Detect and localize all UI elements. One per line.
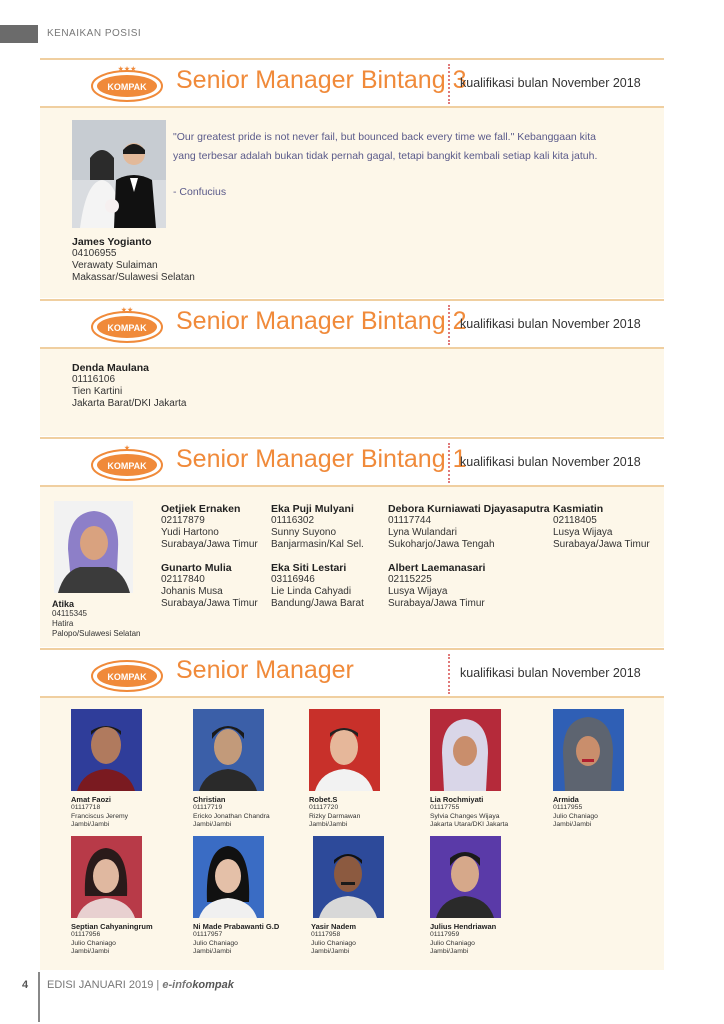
member-id: 01117718 [71, 804, 101, 811]
band-subtitle: kualifikasi bulan November 2018 [460, 455, 641, 469]
portrait-hijab-icon [553, 709, 624, 791]
sm-member-card [71, 922, 181, 957]
svg-text:KOMPAK: KOMPAK [107, 323, 147, 333]
sm3-info [72, 236, 195, 284]
member-name: Denda Maulana [72, 362, 150, 374]
band-rule-top [40, 299, 664, 301]
photo-james-yogianto [72, 120, 166, 228]
member-sponsor: Yudi Hartono [161, 527, 219, 538]
member-city: Jambi/Jambi [311, 948, 350, 955]
member-name: Debora Kurniawati Djayasaputra [388, 503, 550, 515]
photo-amat-faozi [71, 709, 142, 791]
member-city: Palopo/Sulawesi Selatan [52, 629, 141, 638]
member-id: 01117959 [430, 931, 460, 938]
member-sponsor: Ericko Jonathan Chandra [193, 812, 270, 820]
member-sponsor: Tien Kartini [72, 386, 123, 397]
member-sponsor: Lyna Wulandari [388, 527, 457, 538]
band-separator [448, 305, 450, 345]
band-title: Senior Manager Bintang 3 [176, 66, 467, 94]
member-id: 04115345 [52, 609, 87, 618]
sm-member-card [430, 922, 540, 957]
photo-robet-s [309, 709, 380, 791]
edition-text: EDISI JANUARI 2019 | [47, 979, 160, 991]
page-number: 4 [22, 979, 29, 991]
member-sponsor: Lie Linda Cahyadi [271, 586, 352, 597]
member-name: Robet.S [309, 795, 338, 804]
band-bintang-2 [40, 299, 664, 349]
member-name: Eka Siti Lestari [271, 562, 347, 574]
photo-julius-hendriawan [430, 836, 501, 918]
member-sponsor: Julio Chaniago [193, 939, 238, 947]
band-bintang-3 [40, 58, 664, 108]
section-label: KENAIKAN POSISI [47, 28, 142, 39]
member-city: Jambi/Jambi [309, 821, 348, 828]
sm-member-card [309, 795, 419, 830]
member-id: 03116946 [271, 574, 315, 585]
sm-member-card [430, 795, 540, 830]
member-city: Banjarmasin/Kal Sel. [271, 539, 364, 550]
member-id: 02118405 [553, 515, 597, 526]
sm1-member [553, 503, 650, 551]
band-subtitle: kualifikasi bulan November 2018 [460, 666, 641, 680]
header-bar [0, 25, 38, 43]
member-sponsor: Julio Chaniago [71, 939, 116, 947]
member-name: Christian [193, 795, 226, 804]
sm-member-card [553, 795, 663, 830]
kompak-logo-icon [90, 654, 164, 692]
quote-text: "Our greatest pride is not never fail, but bounced back every time we fall." Kebanggaan kita yang terbesar adalah bukan tidak pernah gagal, tetapi bangkit kembali setiap kali kita jatuh. [173, 131, 598, 162]
brand-prefix: e-info [162, 979, 193, 991]
member-id: 01117719 [193, 804, 223, 811]
svg-text:★: ★ [123, 444, 131, 452]
member-name: Lia Rochmiyati [430, 795, 484, 804]
band-title: Senior Manager Bintang 2 [176, 307, 467, 335]
member-id: 01117957 [193, 931, 223, 938]
band-separator [448, 443, 450, 483]
sm1-member [388, 503, 550, 551]
member-city: Jambi/Jambi [430, 948, 469, 955]
member-city: Makassar/Sulawesi Selatan [72, 272, 195, 283]
member-id: 02115225 [388, 574, 432, 585]
svg-text:★★★: ★★★ [117, 65, 137, 73]
member-city: Surabaya/Jawa Timur [161, 598, 258, 609]
band-senior-manager [40, 648, 664, 698]
member-id: 01117956 [71, 931, 101, 938]
band-subtitle: kualifikasi bulan November 2018 [460, 76, 641, 90]
member-sponsor: Sylvia Changes Wijaya [430, 812, 500, 820]
member-sponsor: Verawaty Sulaiman [72, 260, 158, 271]
photo-christian [193, 709, 264, 791]
sm1-featured-info [52, 599, 141, 639]
member-city: Surabaya/Jawa Timur [388, 598, 485, 609]
footer-edition [47, 979, 234, 991]
sm1-member [271, 562, 364, 610]
member-sponsor: Julio Chaniago [553, 812, 598, 820]
member-id: 01116106 [72, 374, 116, 385]
band-title: Senior Manager [176, 656, 354, 684]
sm-member-card [193, 795, 303, 830]
svg-text:KOMPAK: KOMPAK [107, 672, 147, 682]
member-id: 02117879 [161, 515, 205, 526]
member-city: Jambi/Jambi [71, 948, 110, 955]
member-name: Armida [553, 795, 579, 804]
member-name: Atika [52, 599, 75, 609]
member-id: 01117955 [553, 804, 583, 811]
sm1-member [161, 562, 258, 610]
member-sponsor: Lusya Wijaya [553, 527, 613, 538]
photo-ni-made-prabawanti [193, 836, 264, 918]
footer-divider [38, 972, 40, 1022]
kompak-logo-icon [90, 305, 164, 343]
member-city: Bandung/Jawa Barat [271, 598, 364, 609]
member-sponsor: Sunny Suyono [271, 527, 337, 538]
band-rule-top [40, 648, 664, 650]
kompak-logo-icon [90, 443, 164, 481]
photo-atika [54, 501, 133, 593]
member-sponsor: Johanis Musa [161, 586, 223, 597]
member-sponsor: Hatira [52, 619, 74, 628]
member-city: Sukoharjo/Jawa Tengah [388, 539, 495, 550]
photo-yasir-nadem [313, 836, 384, 918]
member-sponsor: Rizky Darmawan [309, 812, 361, 820]
kompak-logo-icon [90, 64, 164, 102]
svg-text:KOMPAK: KOMPAK [107, 461, 147, 471]
member-name: Oetjiek Ernaken [161, 503, 241, 515]
member-city: Surabaya/Jawa Timur [553, 539, 650, 550]
band-title: Senior Manager Bintang 1 [176, 445, 467, 473]
member-city: Jambi/Jambi [193, 821, 232, 828]
member-city: Surabaya/Jawa Timur [161, 539, 258, 550]
couple-photo-icon [72, 120, 166, 228]
band-separator [448, 654, 450, 694]
band-bintang-1 [40, 437, 664, 487]
portrait-icon [71, 709, 142, 791]
svg-text:KOMPAK: KOMPAK [107, 82, 147, 92]
sm-member-card [193, 922, 303, 957]
portrait-hijab-icon [54, 501, 133, 593]
band-rule-top [40, 437, 664, 439]
member-sponsor: Franciscus Jeremy [71, 812, 129, 820]
sm-member-card [71, 795, 181, 830]
member-name: Septian Cahyaningrum [71, 922, 153, 931]
brand-name: kompak [192, 979, 234, 991]
portrait-icon [193, 709, 264, 791]
member-name: Kasmiatin [553, 503, 604, 515]
member-id: 02117840 [161, 574, 205, 585]
portrait-hijab-icon [430, 709, 501, 791]
portrait-icon [313, 836, 384, 918]
member-id: 01117755 [430, 804, 460, 811]
quote-author: - Confucius [173, 186, 227, 198]
member-name: Eka Puji Mulyani [271, 503, 354, 515]
sm1-member [271, 503, 364, 551]
member-name: Julius Hendriawan [430, 922, 497, 931]
band-rule-top [40, 58, 664, 60]
member-id: 01116302 [271, 515, 315, 526]
band-separator [448, 64, 450, 104]
member-id: 01117958 [311, 931, 341, 938]
member-sponsor: Julio Chaniago [311, 939, 356, 947]
sm1-member [161, 503, 258, 551]
portrait-icon [71, 836, 142, 918]
member-city: Jakarta Barat/DKI Jakarta [72, 398, 187, 409]
photo-lia-rochmiyati [430, 709, 501, 791]
member-sponsor: Lusya Wijaya [388, 586, 448, 597]
member-name: Ni Made Prabawanti G.D [193, 922, 280, 931]
photo-septian-cahyaningrum [71, 836, 142, 918]
member-sponsor: Julio Chaniago [430, 939, 475, 947]
portrait-icon [193, 836, 264, 918]
band-subtitle: kualifikasi bulan November 2018 [460, 317, 641, 331]
member-id: 01117744 [388, 515, 432, 526]
member-city: Jambi/Jambi [193, 948, 232, 955]
member-city: Jambi/Jambi [71, 821, 110, 828]
member-name: Gunarto Mulia [161, 562, 232, 574]
member-city: Jakarta Utara/DKI Jakarta [430, 821, 509, 828]
member-city: Jambi/Jambi [553, 821, 592, 828]
svg-text:★★: ★★ [120, 306, 134, 314]
member-id: 01117720 [309, 804, 339, 811]
member-name: James Yogianto [72, 236, 152, 248]
photo-armida [553, 709, 624, 791]
member-id: 04106955 [72, 248, 117, 259]
sm-member-card [311, 922, 421, 957]
sm1-member [388, 562, 485, 610]
member-name: Yasir Nadem [311, 922, 357, 931]
portrait-icon [430, 836, 501, 918]
sm2-info [72, 362, 187, 410]
member-name: Amat Faozi [71, 795, 112, 804]
member-name: Albert Laemanasari [388, 562, 486, 574]
portrait-icon [309, 709, 380, 791]
